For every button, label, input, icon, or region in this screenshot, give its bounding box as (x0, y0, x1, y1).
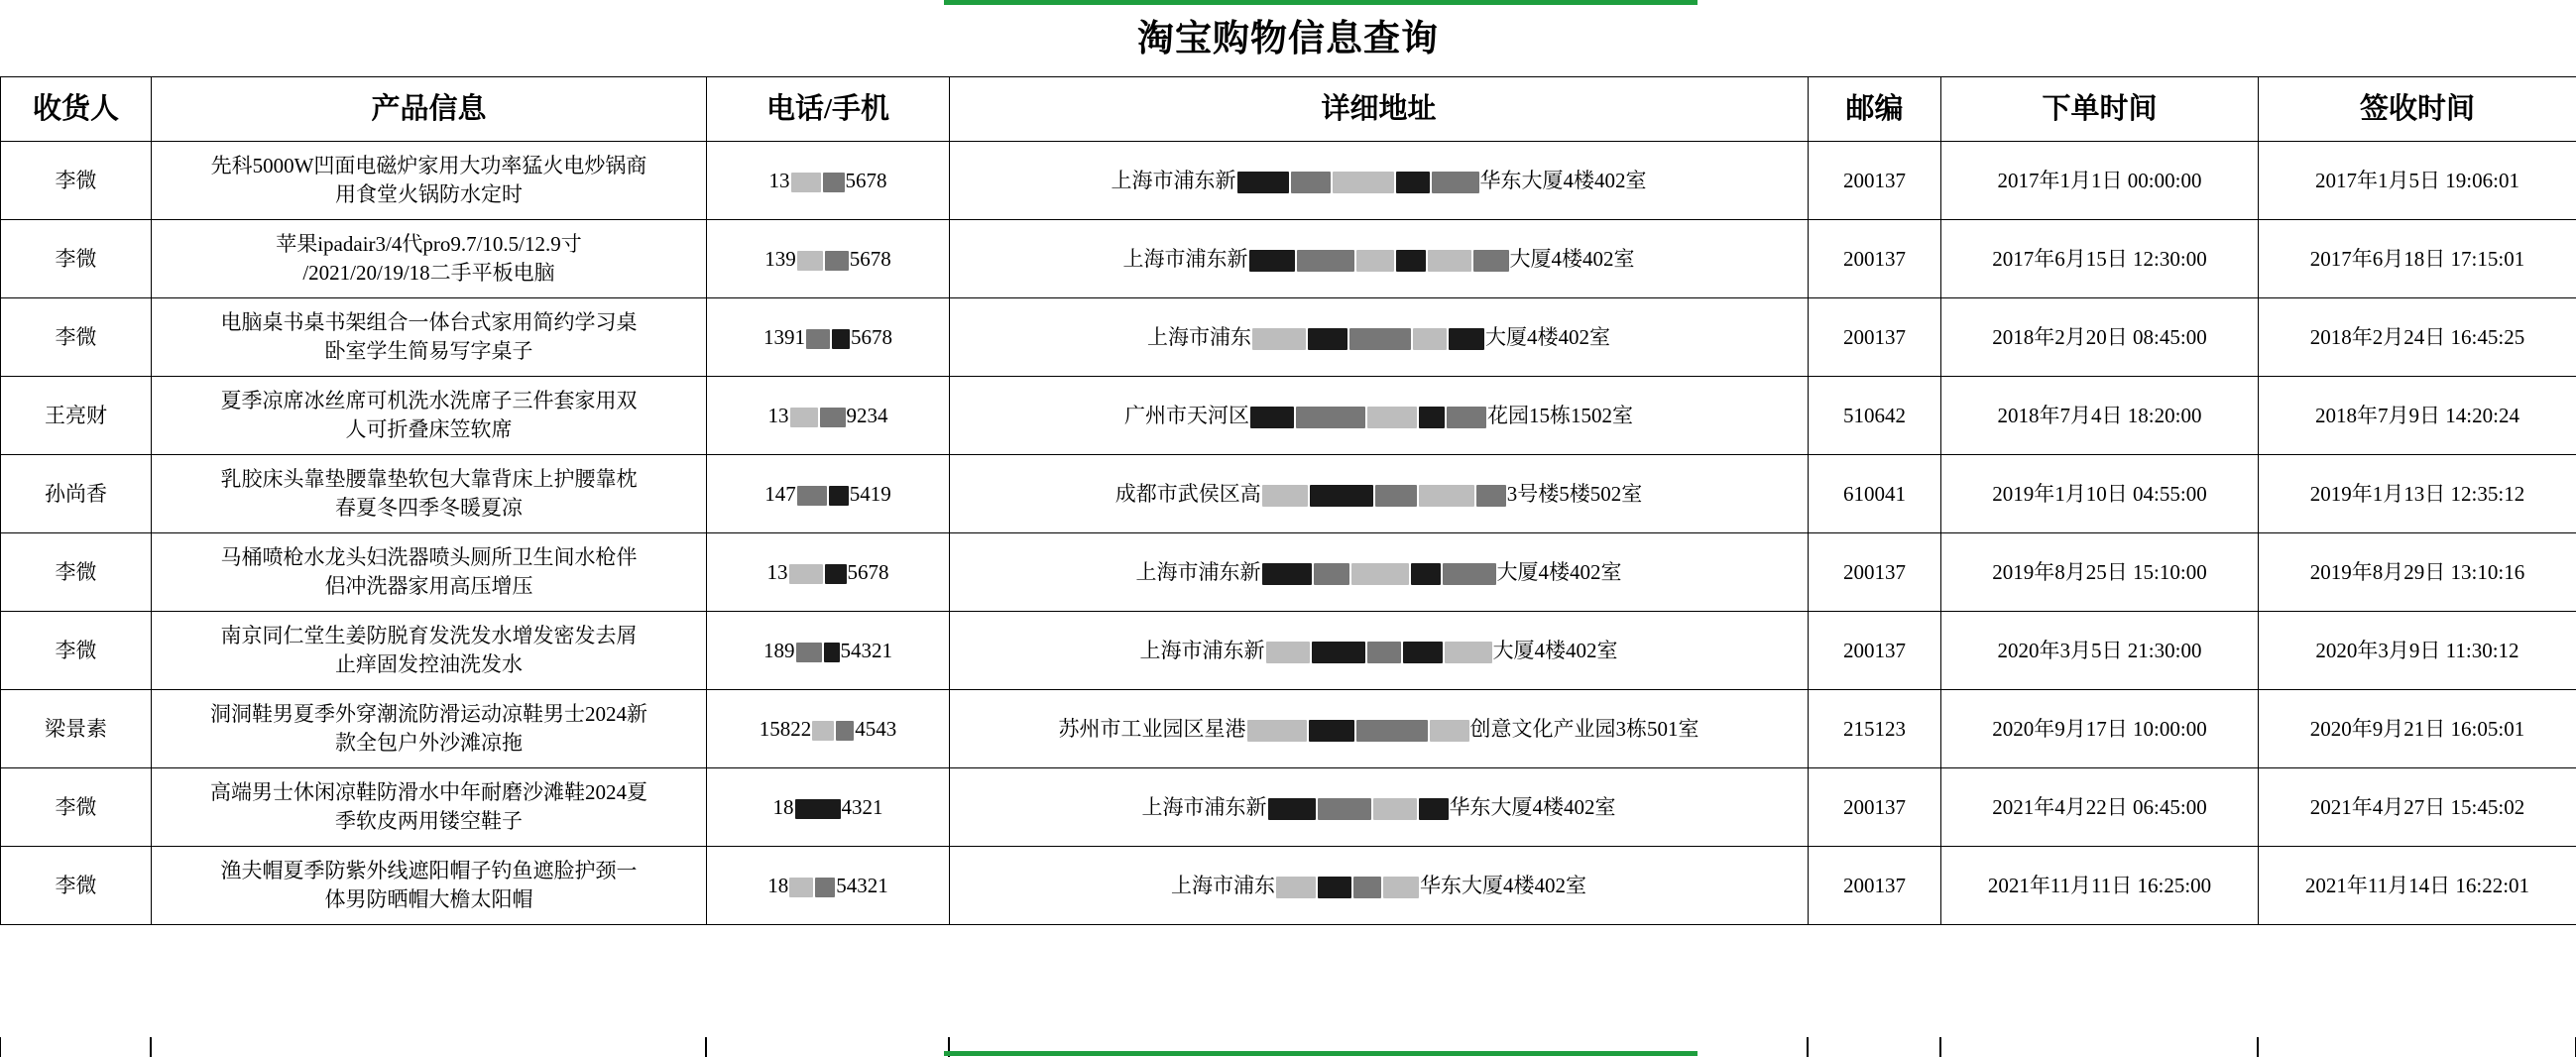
product-line-1: 乳胶床头靠垫腰靠垫软包大靠背床上护腰靠枕 (220, 467, 638, 492)
phone-suffix: 4321 (841, 794, 883, 819)
redaction-bar (1349, 328, 1411, 350)
cell-recipient: 李微 (1, 142, 152, 220)
redaction-bar (832, 329, 850, 349)
cell-address (950, 612, 1809, 690)
table-row (1, 612, 2576, 690)
column-header-sign-time: 签收时间 (2259, 77, 2576, 142)
cell-order-time: 2019年1月10日 04:55:00 (1941, 455, 2259, 533)
product-line-2: 侣冲洗器家用高压增压 (324, 574, 533, 598)
cell-sign-time: 2019年1月13日 12:35:12 (2259, 455, 2576, 533)
redaction-bar (1367, 407, 1417, 428)
redaction-bar (825, 564, 847, 584)
address-suffix: 华东大厦4楼402室 (1420, 873, 1586, 897)
table-row (1, 768, 2576, 847)
cell-recipient: 李微 (1, 612, 152, 690)
cell-phone (707, 377, 950, 455)
cell-address (950, 142, 1809, 220)
redaction-bar (1419, 485, 1474, 507)
phone-prefix: 13 (767, 403, 789, 427)
cell-address (950, 298, 1809, 377)
redaction-bar (1432, 172, 1479, 193)
cell-sign-time: 2017年1月5日 19:06:01 (2259, 142, 2576, 220)
redaction-bar (1247, 720, 1307, 742)
redaction-bar (796, 643, 822, 662)
redaction-bar (1445, 642, 1492, 663)
cell-phone (707, 612, 950, 690)
table-row (1, 298, 2576, 377)
top-accent-bar (944, 0, 1698, 5)
address-prefix: 上海市浦东新 (1122, 246, 1248, 271)
cell-order-time: 2020年9月17日 10:00:00 (1941, 690, 2259, 768)
product-line-1: 高端男士休闲凉鞋防滑水中年耐磨沙滩鞋2024夏 (210, 780, 647, 805)
table-row (1, 142, 2576, 220)
redaction-bar (1249, 250, 1295, 272)
redaction-bar (1356, 250, 1394, 272)
cell-zip: 215123 (1809, 690, 1941, 768)
column-header-phone: 电话/手机 (707, 77, 950, 142)
redaction-bar (1276, 877, 1316, 898)
redaction-bar (1237, 172, 1289, 193)
product-line-1: 渔夫帽夏季防紫外线遮阳帽子钓鱼遮脸护颈一 (220, 859, 638, 883)
cell-phone (707, 220, 950, 298)
address-prefix: 上海市浦东新 (1141, 794, 1267, 819)
cell-phone (707, 142, 950, 220)
address-prefix: 苏州市工业园区星港 (1058, 716, 1246, 741)
cell-phone (707, 690, 950, 768)
redaction-bar (1373, 798, 1417, 820)
redaction-bar (1318, 798, 1371, 820)
product-line-2: 卧室学生简易写字桌子 (324, 339, 533, 363)
phone-suffix: 5419 (849, 481, 891, 506)
redaction-bar (820, 408, 846, 427)
cell-zip: 200137 (1809, 847, 1941, 925)
redaction-bar (1443, 563, 1496, 585)
address-suffix: 华东大厦4楼402室 (1449, 794, 1616, 819)
redaction-bar (1396, 172, 1430, 193)
redaction-bar (1367, 642, 1401, 663)
cell-address (950, 847, 1809, 925)
cell-zip: 200137 (1809, 612, 1941, 690)
redaction-bar (1250, 407, 1294, 428)
redaction-bar (789, 878, 813, 897)
redaction-bar (1353, 877, 1381, 898)
column-header-recipient: 收货人 (1, 77, 152, 142)
redaction-bar (1266, 642, 1310, 663)
redaction-bar (797, 486, 827, 506)
cell-address (950, 533, 1809, 612)
cell-product (152, 298, 707, 377)
product-line-2: 季软皮两用镂空鞋子 (335, 809, 523, 833)
redaction-bar (1419, 407, 1445, 428)
product-line-2: 止痒固发控油洗发水 (335, 652, 523, 676)
address-suffix: 大厦4楼402室 (1509, 246, 1635, 271)
redaction-bar (790, 408, 818, 427)
cell-recipient: 孙尚香 (1, 455, 152, 533)
redaction-bar (1262, 485, 1308, 507)
address-prefix: 上海市浦东 (1147, 324, 1251, 349)
cell-recipient: 李微 (1, 847, 152, 925)
partial-cell-zip (1808, 1037, 1940, 1057)
product-line-1: 先科5000W凹面电磁炉家用大功率猛火电炒锅商 (210, 154, 647, 178)
address-suffix: 花园15栋1502室 (1487, 403, 1633, 427)
product-line-2: 春夏冬四季冬暖夏凉 (335, 496, 523, 520)
table-row (1, 455, 2576, 533)
cell-order-time: 2021年4月22日 06:45:00 (1941, 768, 2259, 847)
address-suffix: 3号楼5楼502室 (1506, 481, 1643, 506)
product-line-1: 南京同仁堂生姜防脱育发洗发水增发密发去屑 (220, 624, 638, 648)
address-prefix: 上海市浦东新 (1139, 638, 1265, 662)
product-line-2: 款全包户外沙滩凉拖 (335, 731, 523, 755)
cell-sign-time: 2019年8月29日 13:10:16 (2259, 533, 2576, 612)
cell-recipient: 李微 (1, 533, 152, 612)
phone-suffix: 5678 (847, 559, 889, 584)
cell-product (152, 533, 707, 612)
product-line-1: 苹果ipadair3/4代pro9.7/10.5/12.9寸 (276, 232, 582, 257)
phone-suffix: 54321 (836, 873, 888, 897)
cell-recipient: 李微 (1, 298, 152, 377)
cell-product (152, 612, 707, 690)
address-prefix: 上海市浦东新 (1111, 168, 1236, 192)
cell-address (950, 455, 1809, 533)
address-suffix: 大厦4楼402室 (1496, 559, 1622, 584)
redaction-bar (1310, 485, 1373, 507)
redaction-bar (795, 799, 841, 819)
redaction-bar (1403, 642, 1443, 663)
redaction-bar (1314, 563, 1349, 585)
product-line-1: 洞洞鞋男夏季外穿潮流防滑运动凉鞋男士2024新 (210, 702, 647, 727)
cell-order-time: 2018年2月20日 08:45:00 (1941, 298, 2259, 377)
phone-prefix: 18 (772, 794, 794, 819)
redaction-bar (1449, 328, 1484, 350)
phone-suffix: 5678 (849, 246, 891, 271)
cell-order-time: 2019年8月25日 15:10:00 (1941, 533, 2259, 612)
redaction-bar (1383, 877, 1419, 898)
redaction-bar (1309, 720, 1354, 742)
redaction-bar (1375, 485, 1417, 507)
redaction-bar (1296, 407, 1365, 428)
address-suffix: 大厦4楼402室 (1485, 324, 1610, 349)
phone-prefix: 15822 (759, 716, 812, 741)
redaction-bar (815, 878, 835, 897)
product-line-2: 人可折叠床笠软席 (345, 417, 513, 441)
redaction-bar (806, 329, 830, 349)
product-line-2: 体男防晒帽大檐太阳帽 (324, 887, 533, 911)
cell-sign-time: 2018年2月24日 16:45:25 (2259, 298, 2576, 377)
table-row (1, 690, 2576, 768)
address-prefix: 广州市天河区 (1124, 403, 1249, 427)
address-suffix: 创意文化产业园3栋501室 (1469, 716, 1699, 741)
cell-recipient: 王亮财 (1, 377, 152, 455)
cell-sign-time: 2018年7月9日 14:20:24 (2259, 377, 2576, 455)
cell-address (950, 768, 1809, 847)
redaction-bar (824, 643, 840, 662)
redaction-bar (1318, 877, 1351, 898)
redaction-bar (1411, 563, 1441, 585)
cell-product (152, 847, 707, 925)
partial-cell-recipient (0, 1037, 151, 1057)
partial-cell-product (151, 1037, 706, 1057)
redaction-bar (836, 721, 854, 741)
redaction-bar (1396, 250, 1426, 272)
cell-address (950, 220, 1809, 298)
column-header-address: 详细地址 (950, 77, 1809, 142)
cell-order-time: 2020年3月5日 21:30:00 (1941, 612, 2259, 690)
product-line-2: /2021/20/19/18二手平板电脑 (302, 261, 555, 285)
redaction-bar (1268, 798, 1316, 820)
redaction-bar (1356, 720, 1428, 742)
redaction-bar (1447, 407, 1486, 428)
cell-product (152, 455, 707, 533)
bottom-accent-bar (944, 1051, 1698, 1056)
cell-product (152, 690, 707, 768)
cell-sign-time: 2020年3月9日 11:30:12 (2259, 612, 2576, 690)
redaction-bar (1252, 328, 1306, 350)
page-title: 淘宝购物信息查询 (1137, 19, 1439, 59)
redaction-bar (1297, 250, 1354, 272)
cell-sign-time: 2021年4月27日 15:45:02 (2259, 768, 2576, 847)
redaction-bar (1413, 328, 1447, 350)
phone-suffix: 5678 (851, 324, 892, 349)
redaction-bar (1419, 798, 1449, 820)
cell-sign-time: 2017年6月18日 17:15:01 (2259, 220, 2576, 298)
phone-prefix: 1391 (763, 324, 805, 349)
purchase-info-table (0, 76, 2576, 925)
cell-zip: 200137 (1809, 220, 1941, 298)
redaction-bar (1430, 720, 1469, 742)
column-header-order-time: 下单时间 (1941, 77, 2259, 142)
redaction-bar (1291, 172, 1331, 193)
cell-product (152, 768, 707, 847)
cell-address (950, 377, 1809, 455)
table-row (1, 847, 2576, 925)
cell-zip: 610041 (1809, 455, 1941, 533)
redaction-bar (823, 173, 845, 192)
phone-prefix: 18 (767, 873, 789, 897)
redaction-bar (1428, 250, 1471, 272)
table-row (1, 533, 2576, 612)
partial-cell-sign-time (2258, 1037, 2576, 1057)
cell-phone (707, 768, 950, 847)
product-line-1: 夏季凉席冰丝席可机洗水洗席子三件套家用双 (220, 389, 638, 413)
redaction-bar (791, 173, 821, 192)
cell-zip: 510642 (1809, 377, 1941, 455)
cell-phone (707, 298, 950, 377)
cell-recipient: 梁景素 (1, 690, 152, 768)
partial-cell-order-time (1940, 1037, 2258, 1057)
cell-phone (707, 455, 950, 533)
table-row (1, 377, 2576, 455)
redaction-bar (1312, 642, 1365, 663)
cell-phone (707, 533, 950, 612)
redaction-bar (797, 251, 823, 271)
cell-zip: 200137 (1809, 533, 1941, 612)
redaction-bar (1351, 563, 1409, 585)
data-table-container (0, 76, 2576, 925)
cell-zip: 200137 (1809, 298, 1941, 377)
cell-zip: 200137 (1809, 768, 1941, 847)
product-line-1: 电脑桌书桌书架组合一体台式家用简约学习桌 (220, 310, 638, 335)
cell-order-time: 2017年1月1日 00:00:00 (1941, 142, 2259, 220)
column-header-product: 产品信息 (152, 77, 707, 142)
redaction-bar (812, 721, 834, 741)
redaction-bar (1333, 172, 1394, 193)
phone-prefix: 139 (764, 246, 796, 271)
redaction-bar (1308, 328, 1347, 350)
address-prefix: 成都市武侯区高 (1114, 481, 1261, 506)
table-header-row (1, 77, 2576, 142)
partial-cell-phone (706, 1037, 949, 1057)
address-suffix: 大厦4楼402室 (1492, 638, 1618, 662)
phone-prefix: 13 (766, 559, 788, 584)
redaction-bar (1473, 250, 1509, 272)
phone-prefix: 189 (763, 638, 795, 662)
phone-suffix: 5678 (845, 168, 887, 192)
address-prefix: 上海市浦东 (1171, 873, 1275, 897)
cell-order-time: 2021年11月11日 16:25:00 (1941, 847, 2259, 925)
cell-recipient: 李微 (1, 768, 152, 847)
cell-address (950, 690, 1809, 768)
redaction-bar (829, 486, 849, 506)
cell-phone (707, 847, 950, 925)
cell-product (152, 142, 707, 220)
phone-suffix: 54321 (840, 638, 892, 662)
redaction-bar (789, 564, 823, 584)
phone-suffix: 4543 (855, 716, 897, 741)
cell-product (152, 377, 707, 455)
address-prefix: 上海市浦东新 (1135, 559, 1261, 584)
cell-zip: 200137 (1809, 142, 1941, 220)
product-line-2: 用食堂火锅防水定时 (335, 182, 523, 206)
cell-order-time: 2017年6月15日 12:30:00 (1941, 220, 2259, 298)
phone-suffix: 9234 (846, 403, 888, 427)
redaction-bar (1476, 485, 1506, 507)
address-suffix: 华东大厦4楼402室 (1479, 168, 1647, 192)
redaction-bar (825, 251, 849, 271)
redaction-bar (1262, 563, 1312, 585)
cell-recipient: 李微 (1, 220, 152, 298)
phone-prefix: 13 (768, 168, 790, 192)
cell-sign-time: 2020年9月21日 16:05:01 (2259, 690, 2576, 768)
phone-prefix: 147 (764, 481, 796, 506)
product-line-1: 马桶喷枪水龙头妇洗器喷头厕所卫生间水枪伴 (220, 545, 638, 570)
cell-product (152, 220, 707, 298)
cell-order-time: 2018年7月4日 18:20:00 (1941, 377, 2259, 455)
table-row (1, 220, 2576, 298)
cell-sign-time: 2021年11月14日 16:22:01 (2259, 847, 2576, 925)
column-header-zip: 邮编 (1809, 77, 1941, 142)
